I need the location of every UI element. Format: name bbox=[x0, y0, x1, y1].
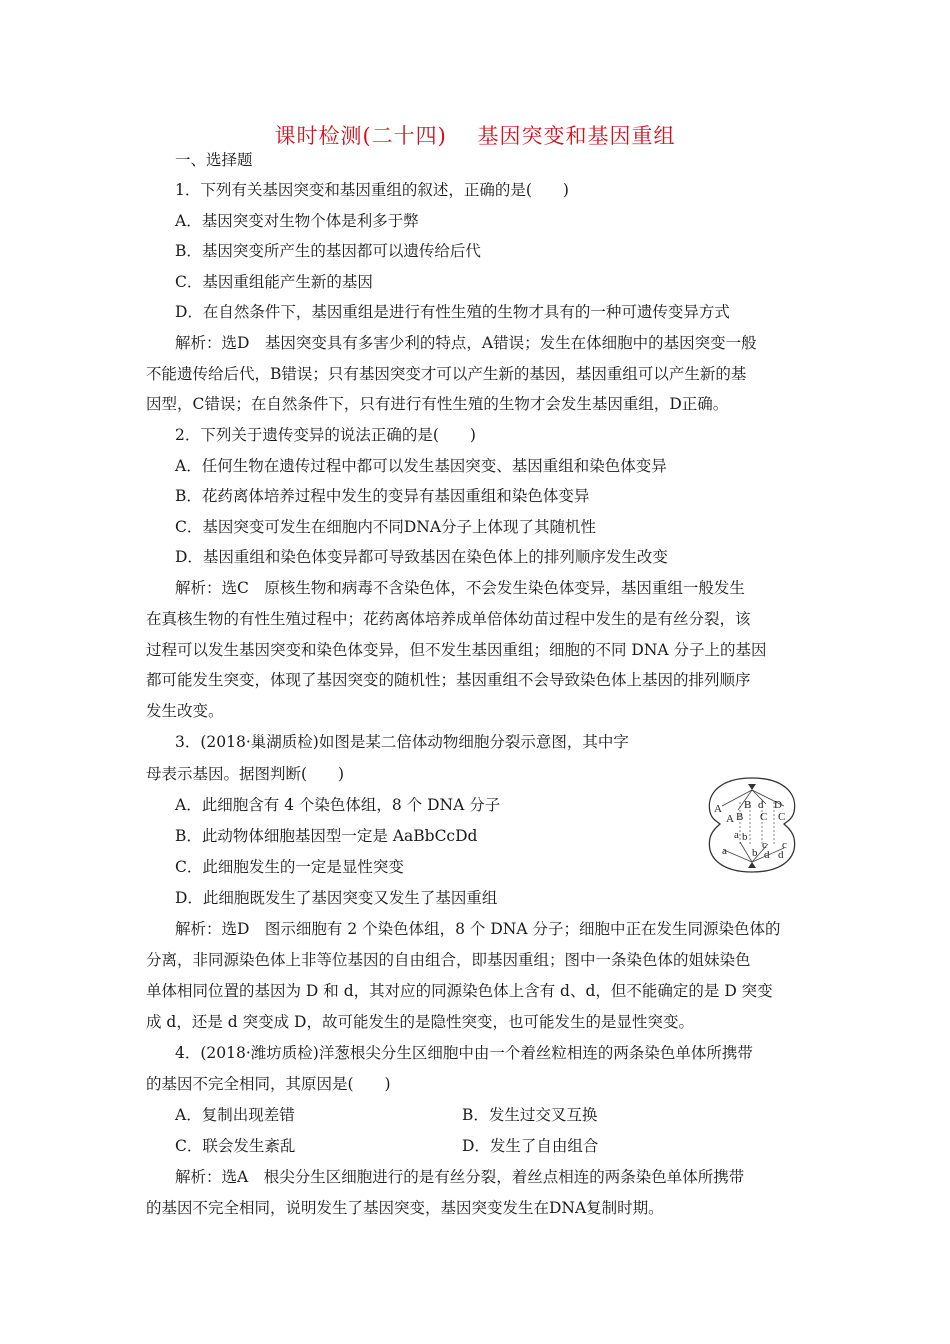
question-3-stem: 母表示基因。据图判断( ) bbox=[146, 765, 345, 783]
question-2-analysis: 过程可以发生基因突变和染色体变异，但不发生基因重组；细胞的不同 DNA 分子上的基因 bbox=[146, 641, 767, 659]
gene-label: C bbox=[760, 811, 768, 823]
gene-label: d bbox=[764, 849, 770, 861]
gene-label: a bbox=[734, 829, 739, 841]
centrosome-bottom bbox=[748, 862, 756, 868]
question-2-analysis: 发生改变。 bbox=[146, 702, 224, 720]
question-3-option-c: C．此细胞发生的一定是显性突变 bbox=[175, 858, 404, 876]
question-3-analysis: 成 d，还是 d 突变成 D，故可能发生的是隐性突变，也可能发生的是显性突变。 bbox=[146, 1013, 694, 1031]
gene-label: C bbox=[778, 811, 786, 823]
question-2-analysis: 都可能发生突变，体现了基因突变的随机性；基因重组不会导致染色体上基因的排列顺序 bbox=[146, 671, 751, 689]
gene-label: d bbox=[778, 849, 784, 861]
gene-label: B bbox=[736, 811, 744, 823]
gene-label: A bbox=[714, 803, 722, 815]
question-3-analysis: 单体相同位置的基因为 D 和 d，其对应的同源染色体上含有 d、d，但不能确定的是 D 突变 bbox=[146, 982, 773, 1000]
question-2-analysis: 在真核生物的有性生殖过程中；花药离体培养成单倍体幼苗过程中发生的是有丝分裂，该 bbox=[146, 610, 751, 628]
question-2-option-c: C．基因突变可发生在细胞内不同DNA分子上体现了其随机性 bbox=[175, 518, 597, 536]
section-heading: 一、选择题 bbox=[175, 151, 253, 169]
question-2-stem: 2．下列关于遗传变异的说法正确的是( ) bbox=[175, 426, 476, 444]
question-2-option-b: B．花药离体培养过程中发生的变异有基因重组和染色体变异 bbox=[175, 487, 590, 505]
question-4-stem: 的基因不完全相同，其原因是( ) bbox=[146, 1075, 391, 1093]
question-3-analysis: 分离，非同源染色体上非等位基因的自由组合，即基因重组；图中一条染色体的姐妹染色 bbox=[146, 951, 751, 969]
question-4-option-a: A．复制出现差错 bbox=[175, 1106, 295, 1124]
question-1-option-c: C．基因重组能产生新的基因 bbox=[175, 273, 373, 291]
question-4-option-c: C．联会发生紊乱 bbox=[175, 1137, 296, 1155]
question-1-option-b: B．基因突变所产生的基因都可以遗传给后代 bbox=[175, 242, 481, 260]
question-1-stem: 1．下列有关基因突变和基因重组的叙述，正确的是( ) bbox=[175, 181, 569, 199]
question-1-analysis: 不能遗传给后代，B错误；只有基因突变才可以产生新的基因，基因重组可以产生新的基 bbox=[146, 365, 747, 383]
gene-label: d bbox=[758, 799, 764, 811]
question-1-analysis: 解析：选D 基因突变具有多害少利的特点，A错误；发生在体细胞中的基因突变一般 bbox=[175, 334, 757, 352]
question-1-option-d: D．在自然条件下，基因重组是进行有性生殖的生物才具有的一种可遗传变异方式 bbox=[175, 303, 730, 321]
question-4-option-d: D．发生了自由组合 bbox=[462, 1137, 599, 1155]
page-title: 课时检测(二十四) 基因突变和基因重组 bbox=[274, 124, 676, 148]
gene-label: c bbox=[782, 839, 787, 851]
question-4-option-b: B．发生过交叉互换 bbox=[462, 1106, 598, 1124]
question-4-stem: 4．(2018·潍坊质检)洋葱根尖分生区细胞中由一个着丝粒相连的两条染色单体所携带 bbox=[175, 1044, 753, 1062]
gene-label: b bbox=[742, 831, 748, 843]
centrosome-top bbox=[748, 784, 756, 790]
cell-division-figure bbox=[700, 772, 805, 877]
gene-label: b bbox=[752, 847, 758, 859]
gene-label: A bbox=[726, 813, 734, 825]
gene-label: c bbox=[762, 839, 767, 851]
question-2-option-d: D．基因重组和染色体变异都可导致基因在染色体上的排列顺序发生改变 bbox=[175, 548, 668, 566]
question-1-analysis: 因型，C错误；在自然条件下，只有进行有性生殖的生物才会发生基因重组，D正确。 bbox=[146, 395, 729, 413]
question-1-option-a: A．基因突变对生物个体是利多于弊 bbox=[175, 212, 419, 230]
question-3-option-d: D．此细胞既发生了基因突变又发生了基因重组 bbox=[175, 889, 498, 907]
gene-label: a bbox=[722, 845, 727, 857]
question-2-analysis: 解析：选C 原核生物和病毒不含染色体，不会发生染色体变异，基因重组一般发生 bbox=[175, 579, 745, 597]
question-3-option-b: B．此动物体细胞基因型一定是 AaBbCcDd bbox=[175, 827, 478, 845]
question-2-option-a: A．任何生物在遗传过程中都可以发生基因突变、基因重组和染色体变异 bbox=[175, 457, 667, 475]
gene-label: B bbox=[744, 799, 752, 811]
question-3-option-a: A．此细胞含有 4 个染色体组，8 个 DNA 分子 bbox=[175, 796, 501, 814]
gene-label: D bbox=[774, 799, 782, 811]
question-4-analysis: 解析：选A 根尖分生区细胞进行的是有丝分裂，着丝点相连的两条染色单体所携带 bbox=[175, 1168, 745, 1186]
question-3-stem: 3．(2018·巢湖质检)如图是某二倍体动物细胞分裂示意图，其中字 bbox=[175, 733, 629, 751]
question-3-analysis: 解析：选D 图示细胞有 2 个染色体组，8 个 DNA 分子；细胞中正在发生同源染色体的 bbox=[175, 920, 781, 938]
question-4-analysis: 的基因不完全相同，说明发生了基因突变，基因突变发生在DNA复制时期。 bbox=[146, 1199, 664, 1217]
